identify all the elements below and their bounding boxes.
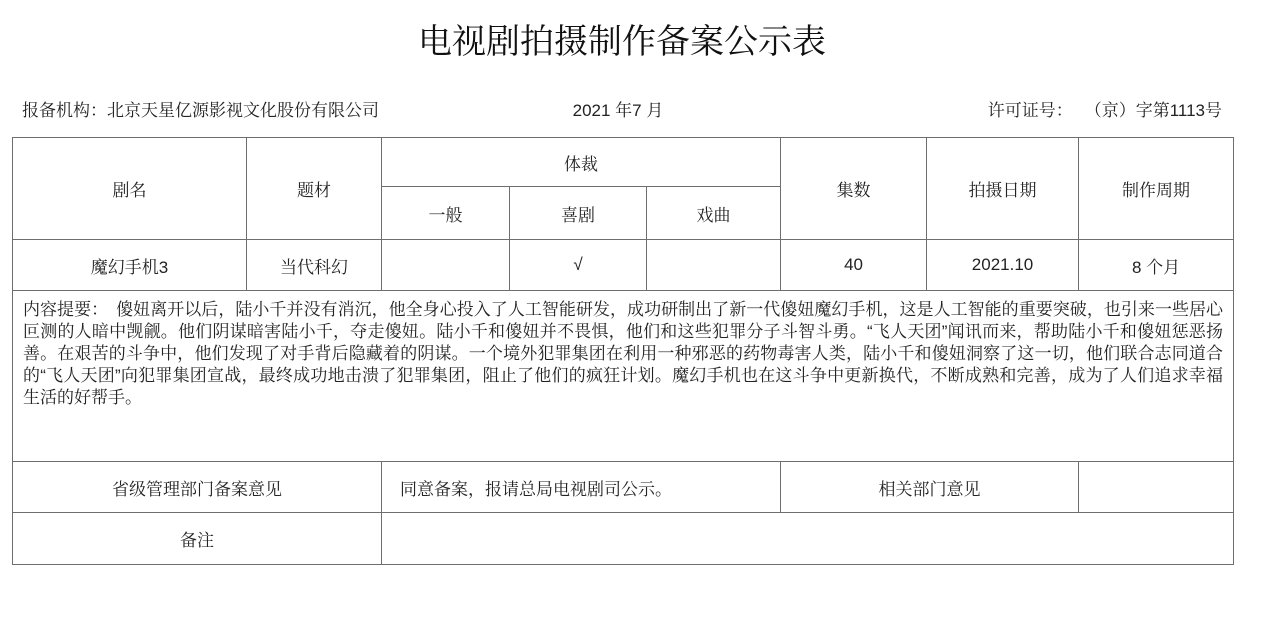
license-number: （京）字第1113号	[1084, 101, 1222, 120]
header-production-cycle: 制作周期	[1079, 138, 1234, 240]
filing-org-name: 北京天星亿源影视文化股份有限公司	[107, 101, 379, 120]
provincial-opinion: 同意备案，报请总局电视剧司公示。	[382, 462, 781, 513]
related-dept-opinion-cell	[1079, 462, 1234, 513]
summary-text: 傻妞离开以后，陆小千并没有消沉，他全身心投入了人工智能研发，成功研制出了新一代傻妞魔幻手机，这是人工智能的重要突破，也引来一些居心叵测的人暗中觊觎。他们阴谋暗害陆小千，夺走傻妞。陆小千和傻妞并不畏惧，他们和这些犯罪分子斗智斗勇。“飞人天团”闻讯而来，帮助陆小千和傻妞惩恶扬善。在艰苦的斗争中，他们发现了对手背后隐藏着的阴谋。一个境外犯罪集团在利用一种邪恶的药物毒害人类，陆小千和傻妞洞察了这一切，他们联合志同道合的“飞人天团”向犯罪集团宣战，最终成功地击溃了犯罪集团，阻止了他们的疯狂计划。魔幻手机也在这斗争中更新换代，不断成熟和完善，成为了人们追求幸福生活的好帮手。	[23, 300, 1224, 407]
cell-drama-name: 魔幻手机3	[13, 240, 247, 291]
summary-cell	[13, 291, 1234, 462]
filing-org-label: 报备机构：	[22, 101, 107, 120]
header-genre-opera: 戏曲	[647, 187, 781, 240]
remarks-cell	[382, 513, 1234, 565]
header-subject: 题材	[247, 138, 382, 240]
cell-genre-comedy-check: √	[510, 240, 647, 291]
remarks-label: 备注	[13, 513, 382, 565]
filing-table	[12, 137, 1234, 565]
header-genre-comedy: 喜剧	[510, 187, 647, 240]
header-genre: 体裁	[382, 138, 781, 187]
header-shoot-date: 拍摄日期	[927, 138, 1079, 240]
license	[988, 100, 1222, 122]
header-drama-name: 剧名	[13, 138, 247, 240]
cell-subject: 当代科幻	[247, 240, 382, 291]
related-dept-opinion-label: 相关部门意见	[781, 462, 1079, 513]
table-row	[13, 240, 1234, 291]
license-label: 许可证号：	[987, 101, 1073, 120]
cell-genre-general	[382, 240, 510, 291]
provincial-opinion-label: 省级管理部门备案意见	[13, 462, 382, 513]
filing-org	[22, 100, 379, 122]
cell-episodes: 40	[781, 240, 927, 291]
cell-shoot-date: 2021.10	[927, 240, 1079, 291]
page-title: 电视剧拍摄制作备案公示表	[418, 23, 826, 61]
header-episodes: 集数	[781, 138, 927, 240]
filing-date: 2021 年7 月	[572, 101, 664, 120]
header-genre-general: 一般	[382, 187, 510, 240]
cell-genre-opera	[647, 240, 781, 291]
summary-label: 内容提要：	[23, 300, 109, 319]
cell-production-cycle: 8 个月	[1079, 240, 1234, 291]
